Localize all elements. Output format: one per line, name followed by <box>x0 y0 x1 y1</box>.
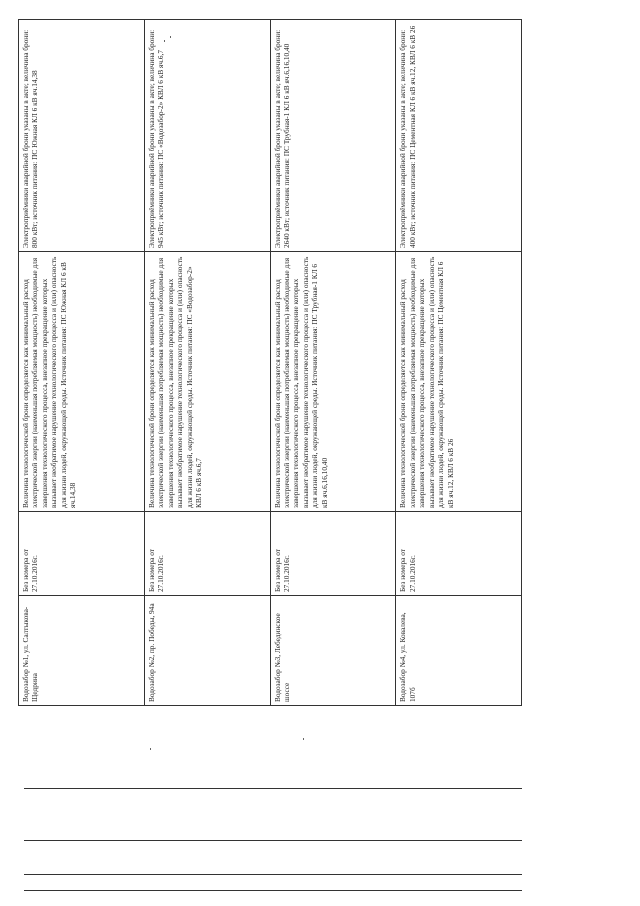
document-cell: Без номера от 27.10.2016г. <box>19 512 145 596</box>
document-cell: Без номера от 27.10.2016г. <box>396 512 522 596</box>
reserve-cell: Электроприёмники аварийной брони указаны в акте; величина брони: 800 кВт; источник питания: ПС Южная КЛ 6 кВ яч.14,38 <box>19 20 145 252</box>
document-cell: Без номера от 27.10.2016г. <box>270 512 396 596</box>
object-cell: Водозабор №3, Лебединское шоссе <box>270 596 396 706</box>
signature-rule <box>24 840 522 841</box>
signature-rule <box>24 788 522 789</box>
object-cell: Водозабор №2, пр. Победы, 94а <box>144 596 270 706</box>
reserve-cell: Электроприёмники аварийной брони указаны в акте; величина брони: 2640 кВт; источник питания: ПС Трубная-1 КЛ 6 кВ яч.6,16,10,40 <box>270 20 396 252</box>
object-cell: Водозабор №1, ул. Салтыкова-Щедрина <box>19 596 145 706</box>
basis-cell: Величина технологической брони определяется как минимальный расход электрической энергии (наименьшая потребляемая мощность) необходимые для завершения технологического процесса, внезапное прекращение которых вызывает необратимое нарушение технологического процесса и (или) опасность для жизни людей, окружающей среды. Источник питания: ПС Южная КЛ 6 кВ яч.14,38 <box>19 252 145 512</box>
emergency-reserve-table <box>18 19 522 706</box>
scan-speck <box>303 738 304 740</box>
basis-cell: Величина технологической брони определяется как минимальный расход электрической энергии (наименьшая потребляемая мощность) необходимые для завершения технологического процесса, внезапное прекращение которых вызывает необратимое нарушение технологического процесса и (или) опасность для жизни людей, окружающей среды. Источник питания: ПС Цементная КЛ 6 кВ яч.12, КВЛ 6 кВ 26 <box>396 252 522 512</box>
signature-rule <box>24 874 522 875</box>
document-cell: Без номера от 27.10.2016г. <box>144 512 270 596</box>
basis-cell: Величина технологической брони определяется как минимальный расход электрической энергии (наименьшая потребляемая мощность) необходимые для завершения технологического процесса, внезапное прекращение которых вызывает необратимое нарушение технологического процесса и (или) опасность для жизни людей, окружающей среды. Источник питания: ПС «Водозабор-2» КВЛ 6 кВ яч.6,7 <box>144 252 270 512</box>
signature-rule <box>24 890 522 891</box>
table-row <box>19 20 145 706</box>
basis-cell: Величина технологической брони определяется как минимальный расход электрической энергии (наименьшая потребляемая мощность) необходимые для завершения технологического процесса, внезапное прекращение которых вызывает необратимое нарушение технологического процесса и (или) опасность для жизни людей, окружающей среды. Источник питания: ПС Трубная-1 КЛ 6 кВ яч.6,16,10,40 <box>270 252 396 512</box>
table-row <box>270 20 396 706</box>
reserve-cell: Электроприёмники аварийной брони указаны в акте; величина брони: 400 кВт; источник питания: ПС Цементная КЛ 6 кВ яч.12, КВЛ 6 кВ 26 <box>396 20 522 252</box>
table-row <box>144 20 270 706</box>
scan-speck <box>164 40 165 42</box>
scan-speck <box>150 748 151 750</box>
reserve-cell: Электроприёмники аварийной брони указаны в акте; величина брони: 945 кВт; источник питания: ПС «Водозабор-2» КВЛ 6 кВ яч.6,7 <box>144 20 270 252</box>
table-row <box>396 20 522 706</box>
scan-speck <box>170 36 171 38</box>
object-cell: Водозабор №4, ул. Ковалева, 107б <box>396 596 522 706</box>
